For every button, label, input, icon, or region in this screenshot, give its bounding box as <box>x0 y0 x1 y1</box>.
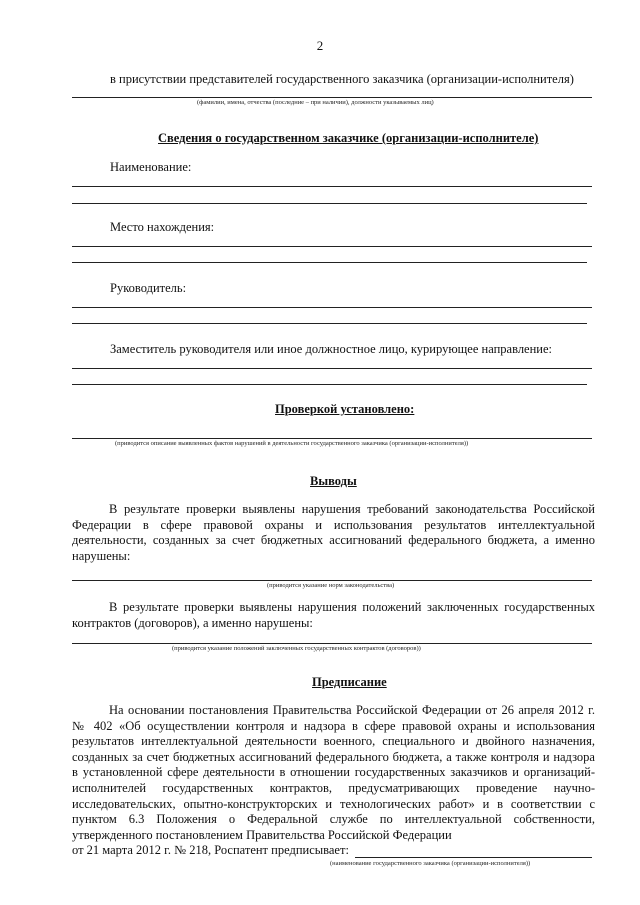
fill-line <box>72 307 592 308</box>
fill-line <box>72 438 592 439</box>
caption-names: (фамилии, имена, отчества (последние – при наличии), должности указываемых лиц) <box>197 99 434 106</box>
fill-line <box>72 186 592 187</box>
conclusions-heading: Выводы <box>310 474 357 488</box>
fill-line <box>72 203 587 204</box>
fill-line <box>72 97 592 98</box>
order-last-line: от 21 марта 2012 г. № 218, Роспатент предписывает: <box>72 843 349 857</box>
caption-law: (приводится указание норм законодательства) <box>267 582 395 589</box>
fill-line <box>72 246 592 247</box>
inspection-heading: Проверкой установлено: <box>275 402 415 416</box>
order-paragraph: На основании постановления Правительства Российской Федерации от 26 апреля 2012 г. № 402 «Об осуществлении контроля и надзора в сфере правовой охраны и использования результатов интеллектуальной деятельности военного, специального и двойного назначения, созданных за счет бюджетных ассигнований федерального бюджета, а также контроля и надзора в установленной сфере деятельности в отношении государственных заказчиков и организаций-исполнителей государственных контрактов, предусматривающих проведение научно-исследовательских, опытно-конструкторских и технологических работ» и в соответствии с пунктом 6.3 Положения о Федеральной службе по интеллектуальной собственности, утвержденного постановлением Правительства Российской Федерации <box>72 703 595 842</box>
fill-line <box>72 323 587 324</box>
field-name-label: Наименование: <box>110 160 192 174</box>
caption-customer: (наименование государственного заказчика (организации-исполнителя)) <box>330 860 531 867</box>
conclusion-paragraph-1: В результате проверки выявлены нарушения требований законодательства Российской Федерации в сфере правовой охраны и использования результатов интеллектуальной деятельности, созданных за счет бюджетных ассигнований федерального бюджета, а именно нарушены: <box>72 502 595 563</box>
caption-facts: (приводится описание выявленных фактов нарушений в деятельности государственного заказчика (организации-исполнителя)) <box>115 440 469 447</box>
field-deputy-label: Заместитель руководителя или иное должностное лицо, курирующее направление: <box>110 342 553 356</box>
fill-line <box>355 857 592 858</box>
customer-heading: Сведения о государственном заказчике (организации-исполнителе) <box>158 131 539 145</box>
order-heading: Предписание <box>312 675 387 689</box>
field-head-label: Руководитель: <box>110 281 187 295</box>
fill-line <box>72 580 592 581</box>
fill-line <box>72 368 592 369</box>
caption-contracts: (приводится указание положений заключенных государственных контрактов (договоров)) <box>172 645 421 652</box>
page-number: 2 <box>316 38 324 53</box>
fill-line <box>72 262 587 263</box>
conclusion-paragraph-2: В результате проверки выявлены нарушения положений заключенных государственных контрактов (договоров), а именно нарушены: <box>72 600 595 630</box>
intro-text: в присутствии представителей государственного заказчика (организации-исполнителя) <box>110 72 574 86</box>
fill-line <box>72 643 592 644</box>
field-location-label: Место нахождения: <box>110 220 215 234</box>
fill-line <box>72 384 587 385</box>
